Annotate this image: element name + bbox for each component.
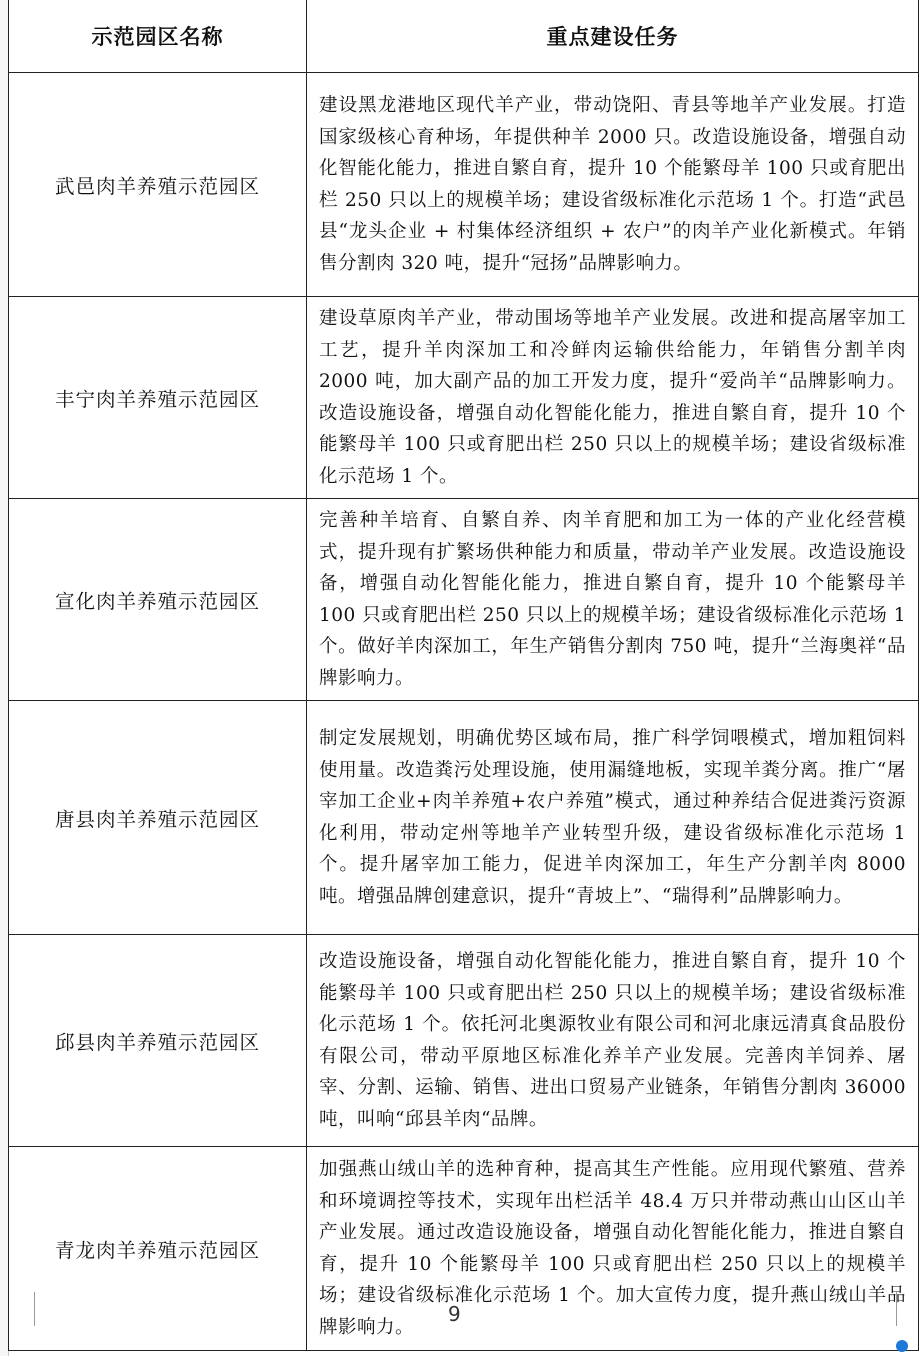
table-header-row [9,0,919,73]
task-cell: 加强燕山绒山羊的选种育种，提高其生产性能。应用现代繁殖、营养和环境调控等技术，实现年出栏活羊 48.4 万只并带动燕山山区山羊产业发展。通过改造设施设备，增强自动化智能化能力，推进自繁自育，提升 10 个能繁母羊 100 只或育肥出栏 250 只以上的规模羊场；建设省级标准化示范场 1 个。加大宣传力度，提升燕山绒山羊品牌影响力。 [307,1147,919,1351]
park-name-cell: 青龙肉羊养殖示范园区 [9,1147,307,1351]
task-cell: 完善种羊培育、自繁自养、肉羊育肥和加工为一体的产业化经营模式，提升现有扩繁场供种能力和质量，带动羊产业发展。改造设施设备，增强自动化智能化能力，推进自繁自育，提升 10 个能繁母羊 100 只或育肥出栏 250 只以上的规模羊场；建设省级标准化示范场 1 个。做好羊肉深加工，年生产销售分割肉 750 吨，提升“兰海奥祥“品牌影响力。 [307,499,919,701]
page-corner-mark-right [876,1292,897,1326]
demo-park-task-table [8,0,919,1351]
scroll-position-dot[interactable] [896,1340,908,1352]
header-key-tasks: 重点建设任务 [307,0,919,73]
task-cell: 建设草原肉羊产业，带动围场等地羊产业发展。改进和提高屠宰加工工艺，提升羊肉深加工和冷鲜肉运输供给能力，年销售分割羊肉 2000 吨，加大副产品的加工开发力度，提升“爱尚羊“品牌影响力。改造设施设备，增强自动化智能化能力，推进自繁自育，提升 10 个能繁母羊 100 只或育肥出栏 250 只以上的规模羊场；建设省级标准化示范场 1 个。 [307,297,919,499]
task-cell: 建设黑龙港地区现代羊产业，带动饶阳、青县等地羊产业发展。打造国家级核心育种场，年提供种羊 2000 只。改造设施设备，增强自动化智能化能力，推进自繁自育，提升 10 个能繁母羊 100 只或育肥出栏 250 只以上的规模羊场；建设省级标准化示范场 1 个。打造“武邑县“龙头企业 + 村集体经济组织 + 农户”的肉羊产业化新模式。年销售分割肉 320 吨，提升“冠扬”品牌影响力。 [307,73,919,297]
table-row [9,73,919,297]
page-number: 9 [448,1302,461,1326]
table-row [9,297,919,499]
table-row [9,701,919,935]
table-row [9,499,919,701]
park-name-cell: 邱县肉羊养殖示范园区 [9,935,307,1147]
park-name-cell: 唐县肉羊养殖示范园区 [9,701,307,935]
park-name-cell: 武邑肉羊养殖示范园区 [9,73,307,297]
park-name-cell: 宣化肉羊养殖示范园区 [9,499,307,701]
table-row [9,1147,919,1351]
page-corner-mark-left [34,1292,55,1326]
table-row [9,935,919,1147]
task-cell: 制定发展规划，明确优势区域布局，推广科学饲喂模式，增加粗饲料使用量。改造粪污处理设施，使用漏缝地板，实现羊粪分离。推广“屠宰加工企业+肉羊养殖+农户养殖”模式，通过种养结合促进粪污资源化利用，带动定州等地羊产业转型升级，建设省级标准化示范场 1 个。提升屠宰加工能力，促进羊肉深加工，年生产分割羊肉 8000 吨。增强品牌创建意识，提升“青坡上”、“瑞得利”品牌影响力。 [307,701,919,935]
task-cell: 改造设施设备，增强自动化智能化能力，推进自繁自育，提升 10 个能繁母羊 100 只或育肥出栏 250 只以上的规模羊场；建设省级标准化示范场 1 个。依托河北奥源牧业有限公司和河北康远清真食品股份有限公司，带动平原地区标准化养羊产业发展。完善肉羊饲养、屠宰、分割、运输、销售、进出口贸易产业链条，年销售分割肉 36000 吨，叫响“邱县羊肉“品牌。 [307,935,919,1147]
park-name-cell: 丰宁肉羊养殖示范园区 [9,297,307,499]
header-park-name: 示范园区名称 [9,0,307,73]
